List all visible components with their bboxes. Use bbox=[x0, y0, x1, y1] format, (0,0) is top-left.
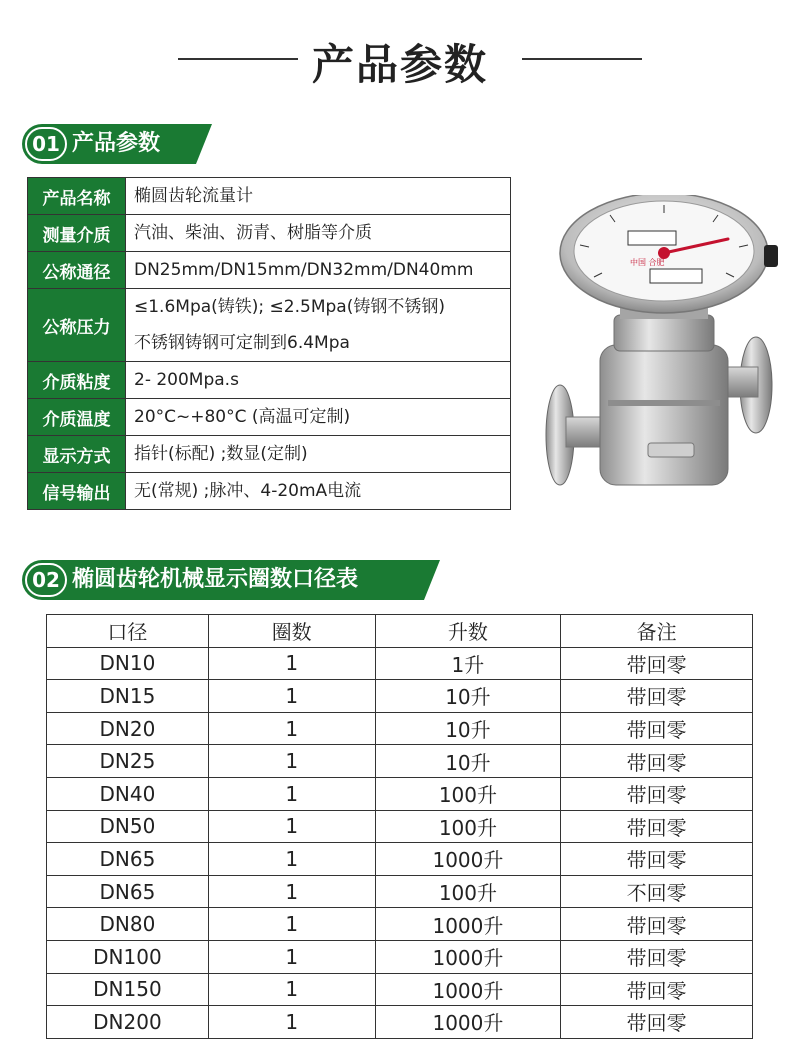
table-header-row bbox=[47, 615, 753, 648]
liters-cell: 100升 bbox=[375, 810, 561, 843]
page-title: 产品参数 bbox=[311, 40, 488, 89]
param-value-line: 指针(标配) ;数显(定制) bbox=[134, 444, 308, 464]
liters-cell: 10升 bbox=[375, 680, 561, 713]
param-label: 公称通径 bbox=[28, 252, 126, 289]
remark-cell: 带回零 bbox=[561, 810, 753, 843]
flowmeter-illustration bbox=[538, 195, 788, 495]
liters-cell: 1000升 bbox=[375, 940, 561, 973]
remark-cell: 带回零 bbox=[561, 680, 753, 713]
section-number: 01 bbox=[25, 127, 67, 161]
turns-cell: 1 bbox=[208, 777, 375, 810]
remark-cell: 带回零 bbox=[561, 647, 753, 680]
table-row bbox=[47, 973, 753, 1006]
param-value-line: 无(常规) ;脉冲、4-20mA电流 bbox=[134, 481, 362, 501]
table-row bbox=[47, 712, 753, 745]
turns-cell: 1 bbox=[208, 810, 375, 843]
caliber-cell: DN20 bbox=[47, 712, 209, 745]
param-value bbox=[126, 252, 511, 289]
table-row bbox=[47, 875, 753, 908]
param-value bbox=[126, 436, 511, 473]
param-value-line: ≤1.6Mpa(铸铁); ≤2.5Mpa(铸钢不锈钢) bbox=[134, 297, 445, 317]
section-header-params bbox=[22, 124, 212, 164]
caliber-table bbox=[46, 614, 753, 1039]
caliber-cell: DN25 bbox=[47, 745, 209, 778]
caliber-cell: DN15 bbox=[47, 680, 209, 713]
header-liters: 升数 bbox=[375, 615, 561, 648]
remark-cell: 带回零 bbox=[561, 908, 753, 941]
liters-cell: 1000升 bbox=[375, 1006, 561, 1039]
liters-cell: 1000升 bbox=[375, 908, 561, 941]
liters-cell: 10升 bbox=[375, 745, 561, 778]
param-value-line: 椭圆齿轮流量计 bbox=[134, 186, 253, 206]
header-caliber: 口径 bbox=[47, 615, 209, 648]
liters-cell: 1000升 bbox=[375, 843, 561, 876]
title-divider-right bbox=[522, 58, 642, 60]
product-image bbox=[538, 195, 788, 495]
header-remark: 备注 bbox=[561, 615, 753, 648]
param-value bbox=[126, 362, 511, 399]
table-row bbox=[47, 810, 753, 843]
table-row bbox=[47, 908, 753, 941]
param-label: 公称压力 bbox=[28, 289, 126, 362]
liters-cell: 100升 bbox=[375, 875, 561, 908]
param-label: 显示方式 bbox=[28, 436, 126, 473]
param-value bbox=[126, 178, 511, 215]
table-row bbox=[47, 940, 753, 973]
param-row bbox=[28, 252, 511, 289]
section-number: 02 bbox=[25, 563, 67, 597]
caliber-cell: DN40 bbox=[47, 777, 209, 810]
remark-cell: 带回零 bbox=[561, 1006, 753, 1039]
table-row bbox=[47, 647, 753, 680]
dial-label: 中国 合肥 bbox=[630, 258, 665, 267]
param-row bbox=[28, 473, 511, 510]
table-row bbox=[47, 777, 753, 810]
param-value-line: 2- 200Mpa.s bbox=[134, 370, 239, 390]
param-value-line: 不锈钢铸钢可定制到6.4Mpa bbox=[134, 333, 350, 353]
table-row bbox=[47, 680, 753, 713]
turns-cell: 1 bbox=[208, 647, 375, 680]
param-label: 测量介质 bbox=[28, 215, 126, 252]
turns-cell: 1 bbox=[208, 875, 375, 908]
caliber-cell: DN50 bbox=[47, 810, 209, 843]
param-row bbox=[28, 399, 511, 436]
remark-cell: 带回零 bbox=[561, 940, 753, 973]
table-row bbox=[47, 745, 753, 778]
turns-cell: 1 bbox=[208, 745, 375, 778]
param-value bbox=[126, 289, 511, 362]
turns-cell: 1 bbox=[208, 712, 375, 745]
param-value-line: 20°C~+80°C (高温可定制) bbox=[134, 407, 351, 427]
turns-cell: 1 bbox=[208, 940, 375, 973]
caliber-cell: DN200 bbox=[47, 1006, 209, 1039]
header-turns: 圈数 bbox=[208, 615, 375, 648]
param-row bbox=[28, 289, 511, 362]
turns-cell: 1 bbox=[208, 1006, 375, 1039]
param-value-line: DN25mm/DN15mm/DN32mm/DN40mm bbox=[134, 260, 474, 280]
section-header-caliber bbox=[22, 560, 440, 600]
liters-cell: 100升 bbox=[375, 777, 561, 810]
turns-cell: 1 bbox=[208, 908, 375, 941]
remark-cell: 带回零 bbox=[561, 843, 753, 876]
param-label: 信号输出 bbox=[28, 473, 126, 510]
table-row bbox=[47, 843, 753, 876]
remark-cell: 带回零 bbox=[561, 712, 753, 745]
liters-cell: 1000升 bbox=[375, 973, 561, 1006]
remark-cell: 不回零 bbox=[561, 875, 753, 908]
param-value bbox=[126, 215, 511, 252]
remark-cell: 带回零 bbox=[561, 745, 753, 778]
param-label: 介质温度 bbox=[28, 399, 126, 436]
remark-cell: 带回零 bbox=[561, 973, 753, 1006]
caliber-cell: DN80 bbox=[47, 908, 209, 941]
turns-cell: 1 bbox=[208, 680, 375, 713]
param-value-line: 汽油、柴油、沥青、树脂等介质 bbox=[134, 223, 372, 243]
params-table bbox=[27, 177, 511, 510]
caliber-cell: DN10 bbox=[47, 647, 209, 680]
param-row bbox=[28, 215, 511, 252]
param-value bbox=[126, 399, 511, 436]
param-label: 产品名称 bbox=[28, 178, 126, 215]
param-value bbox=[126, 473, 511, 510]
caliber-cell: DN150 bbox=[47, 973, 209, 1006]
turns-cell: 1 bbox=[208, 843, 375, 876]
page-title-block bbox=[0, 28, 800, 88]
caliber-cell: DN65 bbox=[47, 843, 209, 876]
section-title: 椭圆齿轮机械显示圈数口径表 bbox=[72, 567, 359, 592]
caliber-cell: DN100 bbox=[47, 940, 209, 973]
turns-cell: 1 bbox=[208, 973, 375, 1006]
table-row bbox=[47, 1006, 753, 1039]
liters-cell: 1升 bbox=[375, 647, 561, 680]
param-row bbox=[28, 362, 511, 399]
liters-cell: 10升 bbox=[375, 712, 561, 745]
section-title: 产品参数 bbox=[72, 131, 161, 156]
param-row bbox=[28, 178, 511, 215]
remark-cell: 带回零 bbox=[561, 777, 753, 810]
param-row bbox=[28, 436, 511, 473]
caliber-cell: DN65 bbox=[47, 875, 209, 908]
param-label: 介质粘度 bbox=[28, 362, 126, 399]
